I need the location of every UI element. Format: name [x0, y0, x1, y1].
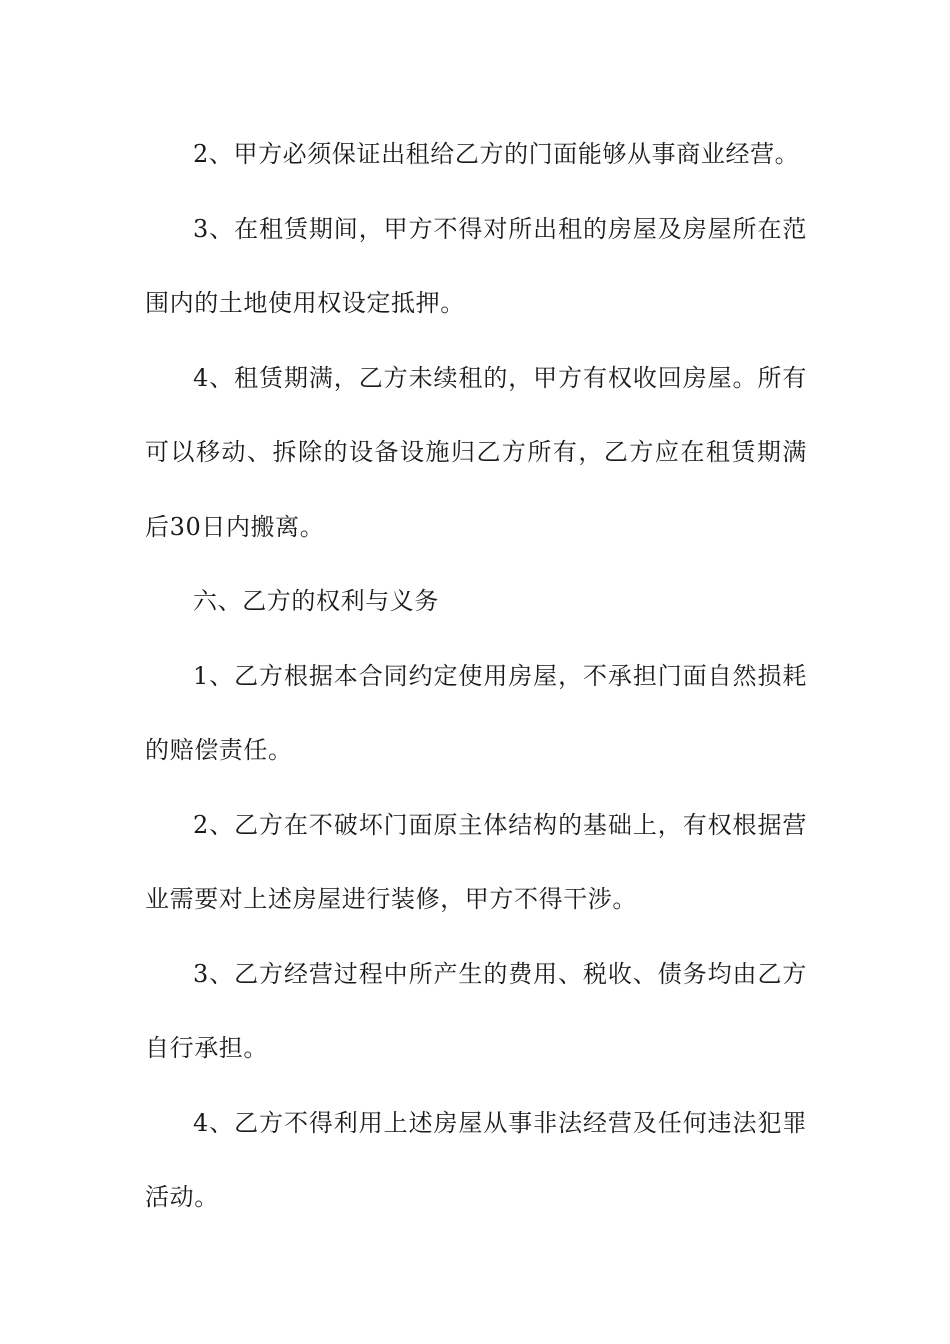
- paragraph-tenant-duty-2: 2、乙方在不破坏门面原主体结构的基础上，有权根据营业需要对上述房屋进行装修，甲方不得干涉。: [145, 810, 807, 913]
- paragraph-landlord-duty-2: 2、甲方必须保证出租给乙方的门面能够从事商业经营。: [193, 140, 800, 168]
- paragraph-landlord-duty-3: 3、在租赁期间，甲方不得对所出租的房屋及房屋所在范围内的土地使用权设定抵押。: [145, 214, 807, 317]
- paragraph-tenant-duty-1: 1、乙方根据本合同约定使用房屋，不承担门面自然损耗的赔偿责任。: [145, 661, 807, 764]
- paragraph-tenant-duty-3: 3、乙方经营过程中所产生的费用、税收、债务均由乙方自行承担。: [145, 959, 807, 1062]
- document-body: [145, 117, 807, 1235]
- paragraph-landlord-duty-4: 4、租赁期满，乙方未续租的，甲方有权收回房屋。所有可以移动、拆除的设备设施归乙方所有，乙方应在租赁期满后30日内搬离。: [145, 363, 807, 541]
- paragraph-tenant-duty-4: 4、乙方不得利用上述房屋从事非法经营及任何违法犯罪活动。: [145, 1108, 807, 1211]
- section-heading-tenant-rights: 六、乙方的权利与义务: [193, 587, 439, 615]
